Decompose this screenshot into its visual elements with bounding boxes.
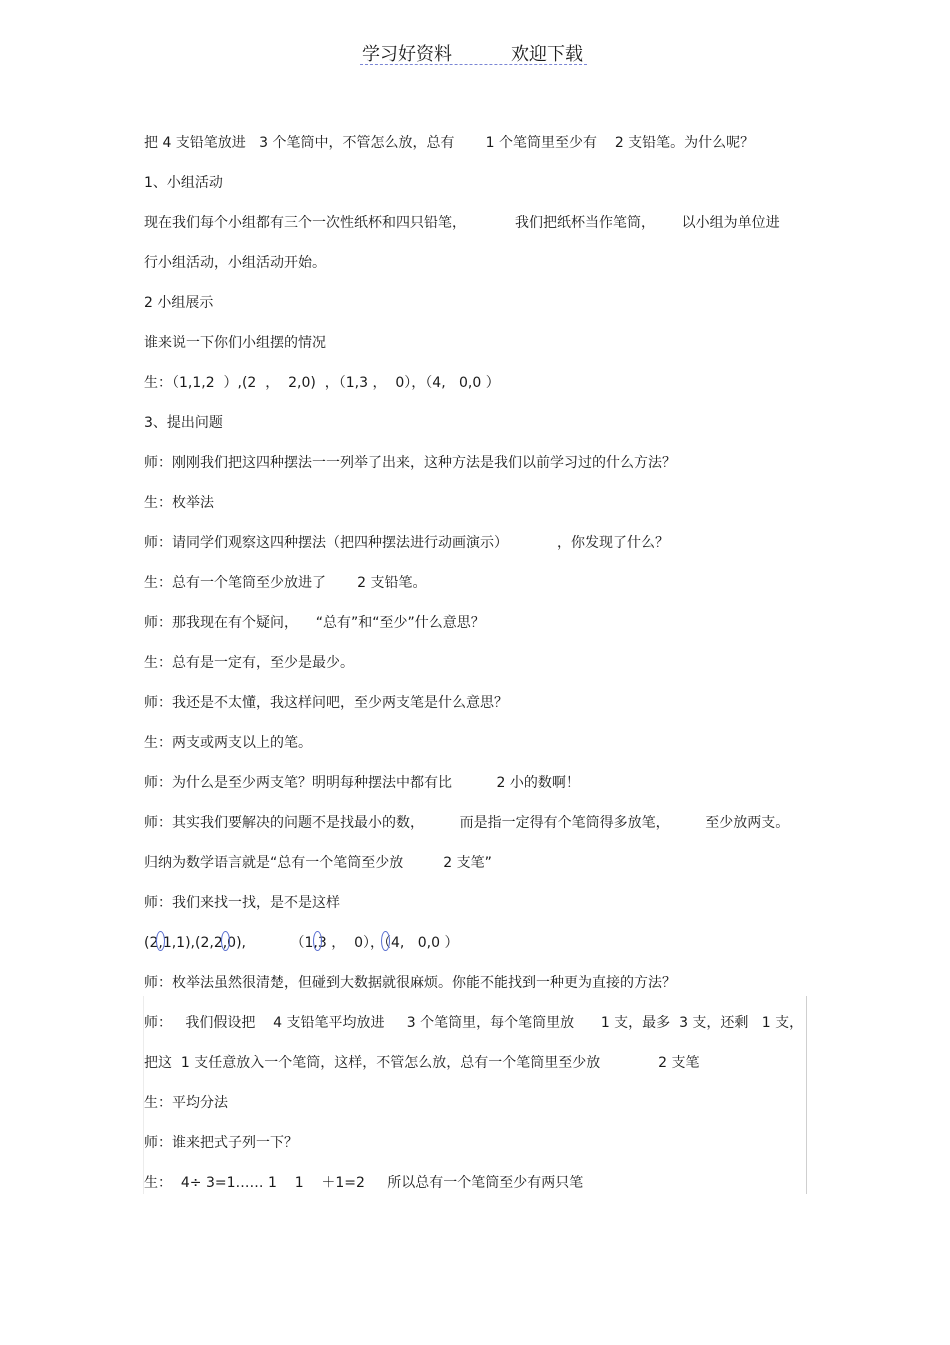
paragraph-line: 师：刚刚我们把这四种摆法一一列举了出来，这种方法是我们以前学习过的什么方法？ <box>144 455 676 471</box>
header-left-text: 学习好资料 <box>362 44 452 65</box>
paragraph-line: 行小组活动，小组活动开始。 <box>144 255 326 271</box>
paragraph-line: 师：谁来把式子列一下？ <box>144 1135 298 1151</box>
paragraph-line: 生：两支或两支以上的笔。 <box>144 735 312 751</box>
paragraph-line: 师：为什么是至少两支笔？明明每种摆法中都有比 2 小的数啊！ <box>144 775 580 791</box>
margin-rule-left <box>143 996 144 1194</box>
paragraph-line: 师：请同学们观察这四种摆法（把四种摆法进行动画演示） ，你发现了什么？ <box>144 535 669 551</box>
paragraph-line: 把 4 支铅笔放进 3 个笔筒中，不管怎么放，总有 1 个笔筒里至少有 2 支铅笔。为什么呢？ <box>144 135 755 151</box>
paragraph-line: 归纳为数学语言就是“总有一个笔筒至少放 2 支笔” <box>144 855 492 871</box>
header-dashed-underline <box>360 64 587 65</box>
paragraph-line: 师：我还是不太懂，我这样问吧，至少两支笔是什么意思？ <box>144 695 508 711</box>
paragraph-line: 1、小组活动 <box>144 175 223 191</box>
circle-annotation <box>156 931 165 951</box>
paragraph-line: 师：我们来找一找，是不是这样 <box>144 895 340 911</box>
paragraph-line: 师： 我们假设把 4 支铅笔平均放进 3 个笔筒里，每个笔筒里放 1 支，最多 3 支，还剩 1 支， <box>144 1015 804 1031</box>
paragraph-line: 生：（1,1,2 ）,(2 ， 2,0) ，（1,3 ， 0），（4, 0,0 ） <box>144 375 500 391</box>
paragraph-line: 师：其实我们要解决的问题不是找最小的数， 而是指一定得有个笔筒得多放笔， 至少放两支。 <box>144 815 790 831</box>
paragraph-line: 把这 1 支任意放入一个笔筒，这样，不管怎么放，总有一个笔筒里至少放 2 支笔 <box>144 1055 700 1071</box>
paragraph-line: 现在我们每个小组都有三个一次性纸杯和四只铅笔， 我们把纸杯当作笔筒， 以小组为单位进 <box>144 215 780 231</box>
paragraph-line: 3、提出问题 <box>144 415 223 431</box>
paragraph-line: 生：枚举法 <box>144 495 214 511</box>
paragraph-line: 谁来说一下你们小组摆的情况 <box>144 335 326 351</box>
paragraph-line: 生： 4÷ 3=1…… 1 1 ＋1=2 所以总有一个笔筒至少有两只笔 <box>144 1175 584 1191</box>
paragraph-line: 生：平均分法 <box>144 1095 228 1111</box>
paragraph-line: 生：总有一个笔筒至少放进了 2 支铅笔。 <box>144 575 427 591</box>
paragraph-line: 2 小组展示 <box>144 295 214 311</box>
paragraph-line: 生：总有是一定有，至少是最少。 <box>144 655 354 671</box>
page-header <box>0 40 950 68</box>
margin-rule-right <box>806 996 807 1194</box>
paragraph-line: 师：枚举法虽然很清楚，但碰到大数据就很麻烦。你能不能找到一种更为直接的方法？ <box>144 975 676 991</box>
circle-annotation <box>221 931 230 951</box>
paragraph-line: (2,1,1),(2,2,0), （1,3 ， 0），（4, 0,0 ） <box>144 935 459 951</box>
circle-annotation <box>313 931 322 951</box>
circle-annotation <box>381 931 390 951</box>
header-right-text: 欢迎下载 <box>511 44 583 65</box>
paragraph-line: 师：那我现在有个疑问， “总有”和“至少”什么意思？ <box>144 615 485 631</box>
